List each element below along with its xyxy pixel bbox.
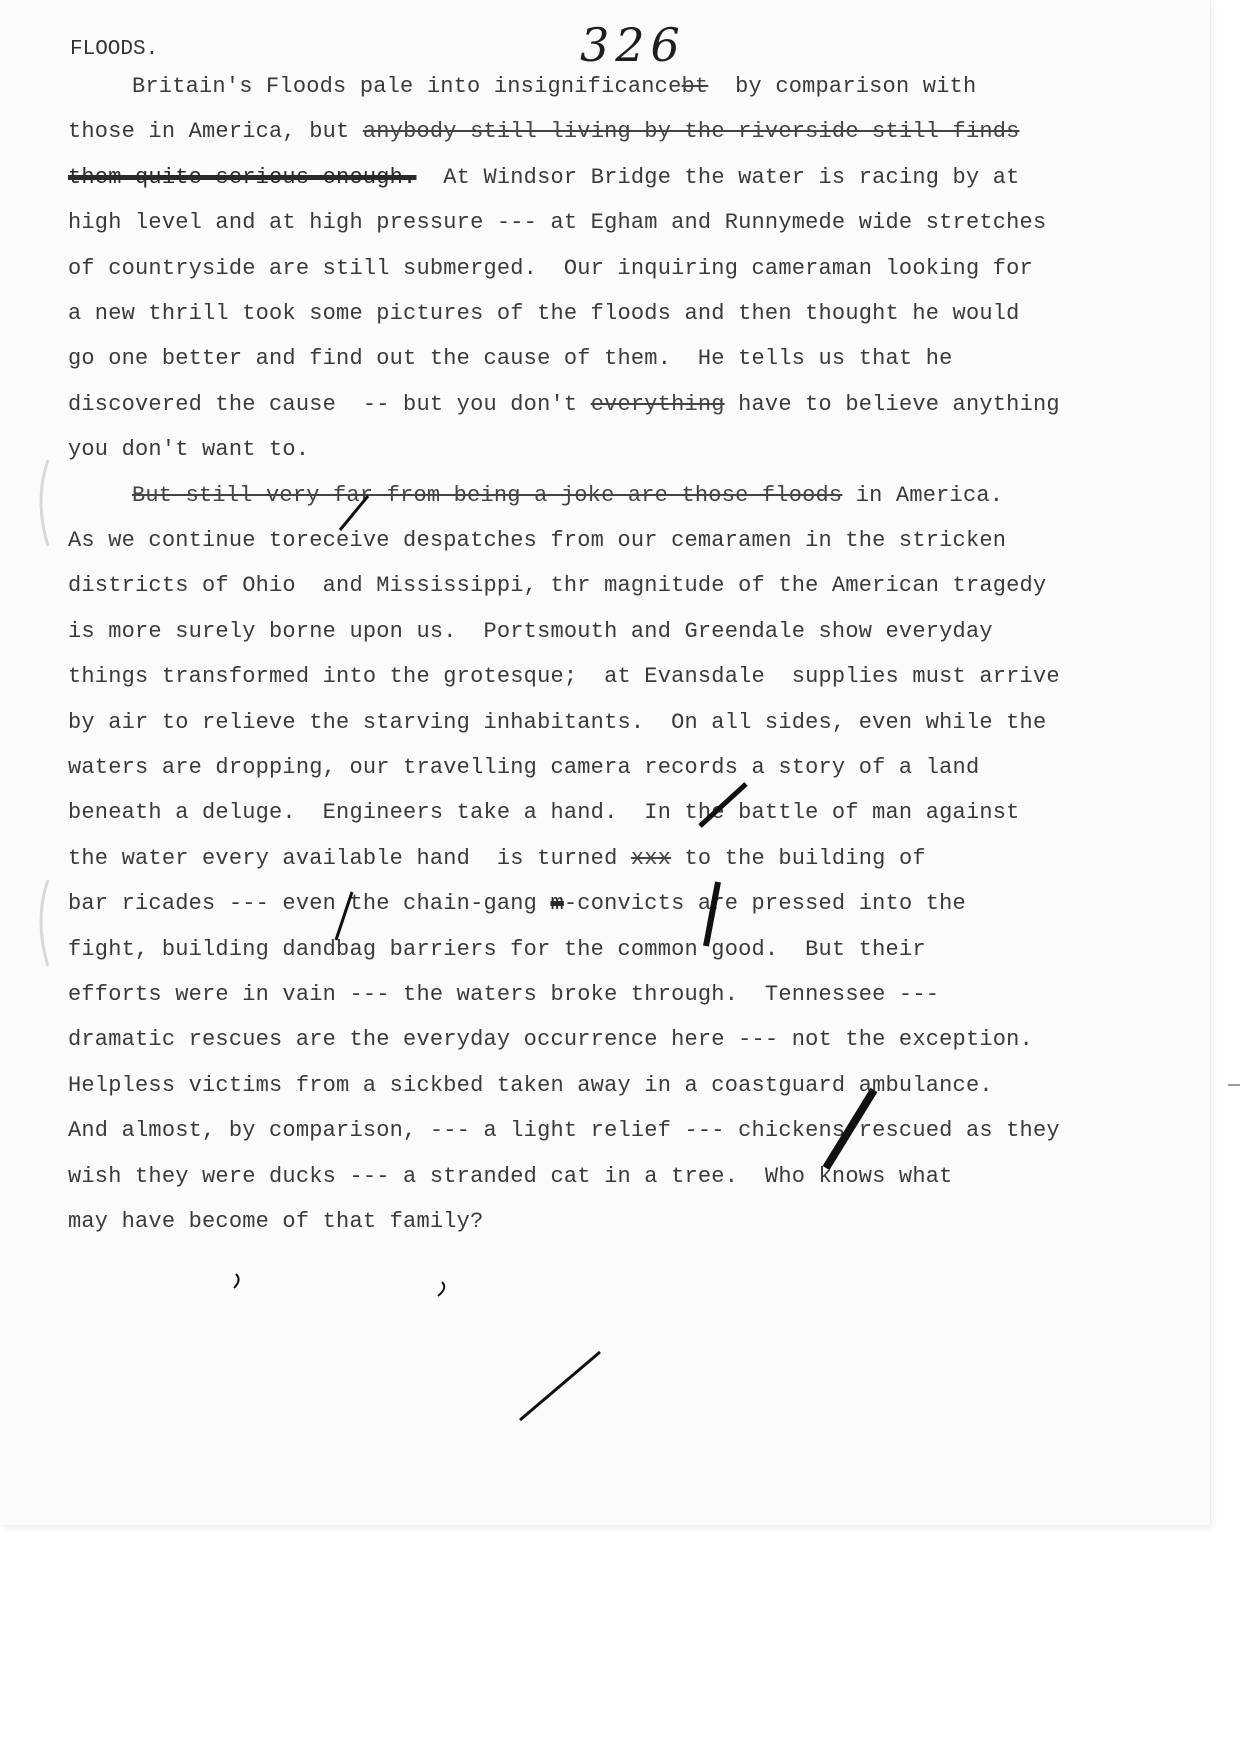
- text-line: [68, 392, 1060, 417]
- text-line: [68, 346, 953, 371]
- text-segment: fight, building dandbag barriers for the common good. But their: [68, 936, 926, 962]
- text-segment: is more surely borne upon us. Portsmouth and Greendale show everyday: [68, 618, 993, 644]
- struck-text: everything: [590, 391, 725, 417]
- text-segment: things transformed into the grotesque; at Evansdale supplies must arrive: [68, 664, 1060, 690]
- text-segment: districts of Ohio and Mississippi, thr magnitude of the American tragedy: [68, 573, 1047, 599]
- struck-text: anybody still living by the riverside still finds: [362, 119, 1020, 145]
- text-line: [68, 256, 1033, 281]
- text-line: [68, 937, 926, 962]
- text-line: [68, 301, 1020, 326]
- text-segment: wish they were ducks --- a stranded cat in a tree. Who knows what: [68, 1163, 953, 1189]
- text-segment: beneath a deluge. Engineers take a hand. In the battle of man against: [68, 800, 1020, 826]
- text-line: [68, 573, 1046, 598]
- text-line: [68, 755, 979, 780]
- text-line: [68, 891, 966, 916]
- text-segment: Helpless victims from a sickbed taken away in a coastguard ambulance.: [68, 1072, 993, 1098]
- text-segment: by comparison with: [708, 74, 977, 99]
- text-line: [68, 1209, 483, 1234]
- struck-text: xxx: [630, 845, 672, 871]
- text-line: [68, 846, 926, 871]
- text-segment: of countryside are still submerged. Our inquiring cameraman looking for: [68, 255, 1033, 281]
- text-segment: those in America, but: [68, 119, 363, 145]
- text-segment: go one better and find out the cause of them. He tells us that he: [68, 346, 953, 372]
- text-segment: At Windsor Bridge the water is racing by at: [416, 164, 1020, 190]
- text-line: [68, 1073, 993, 1098]
- text-segment: efforts were in vain --- the waters broke through. Tennessee ---: [68, 982, 940, 1007]
- text-segment: have to believe anything: [724, 391, 1060, 417]
- struck-text: But still very far from being a joke are those floods: [132, 482, 843, 508]
- text-segment: to the building of: [671, 845, 926, 871]
- text-segment: by air to relieve the starving inhabitants. On all sides, even while the: [68, 709, 1047, 735]
- text-segment: discovered the cause -- but you don't: [68, 391, 591, 417]
- text-segment: As we continue toreceive despatches from our cemaramen in the stricken: [68, 528, 1007, 553]
- text-line: [68, 165, 1020, 190]
- text-line: [132, 483, 1003, 508]
- text-line: [68, 1027, 1033, 1052]
- text-line: [68, 619, 993, 644]
- text-line: [68, 210, 1046, 235]
- text-segment: waters are dropping, our travelling camera records a story of a land: [68, 755, 980, 780]
- text-line: [68, 528, 1006, 553]
- text-line: [68, 710, 1046, 735]
- text-segment: dramatic rescues are the everyday occurrence here --- not the exception.: [68, 1027, 1033, 1053]
- text-segment: high level and at high pressure --- at Egham and Runnymede wide stretches: [68, 210, 1047, 236]
- text-segment: And almost, by comparison, --- a light relief --- chickens rescued as they: [68, 1118, 1060, 1144]
- text-segment: -convicts are pressed into the: [563, 891, 966, 917]
- text-line: [132, 74, 976, 99]
- text-segment: in America.: [842, 482, 1004, 508]
- text-segment: Britain's Floods pale into insignificance: [132, 74, 682, 99]
- text-line: [68, 982, 939, 1007]
- document-title: FLOODS.: [70, 38, 159, 61]
- text-line: [68, 664, 1060, 689]
- text-line: [68, 1164, 953, 1189]
- struck-text: bt: [681, 74, 709, 99]
- text-segment: may have become of that family?: [68, 1209, 484, 1234]
- page-edge-mark: [1228, 1084, 1240, 1086]
- text-line: [68, 119, 1020, 144]
- text-line: [68, 1118, 1060, 1143]
- page-number: 326: [580, 18, 686, 72]
- struck-text: them quite serious enough.: [68, 164, 417, 190]
- text-segment: the water every available hand is turned: [68, 845, 631, 871]
- struck-text: m: [550, 891, 564, 917]
- text-line: [68, 437, 309, 462]
- text-segment: a new thrill took some pictures of the floods and then thought he would: [68, 301, 1020, 326]
- text-segment: you don't want to.: [68, 437, 310, 463]
- text-segment: bar ricades --- even the chain-gang: [68, 891, 551, 917]
- text-line: [68, 800, 1020, 825]
